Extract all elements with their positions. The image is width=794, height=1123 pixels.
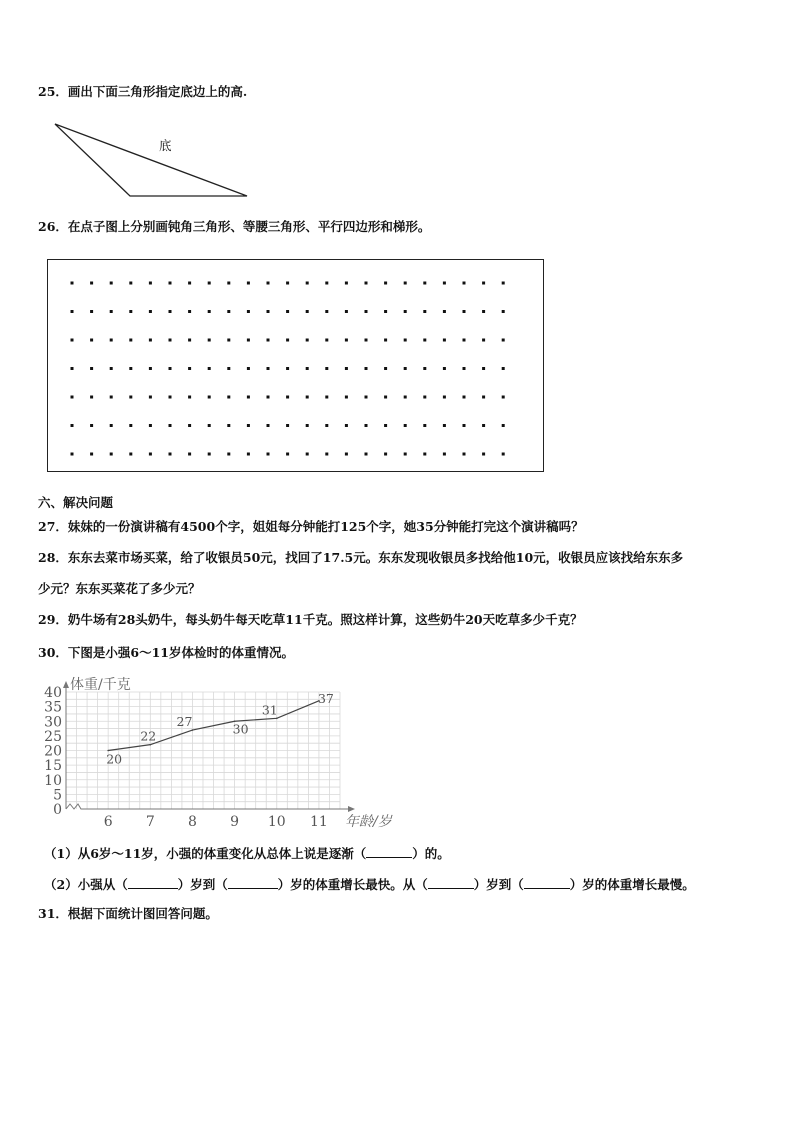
data-label: 27 [176, 714, 193, 730]
grid-dot[interactable] [110, 367, 113, 370]
grid-dot[interactable] [286, 367, 289, 370]
grid-dot[interactable] [443, 424, 446, 427]
answer-blank-5[interactable] [524, 875, 570, 889]
grid-dot[interactable] [149, 453, 152, 456]
grid-dot[interactable] [365, 339, 368, 342]
grid-dot[interactable] [286, 339, 289, 342]
question-number: 29． [38, 612, 68, 627]
data-label: 37 [317, 690, 334, 706]
y-tick-label: 20 [44, 743, 62, 760]
grid-dot[interactable] [325, 424, 328, 427]
grid-dot[interactable] [345, 453, 348, 456]
grid-dot[interactable] [404, 453, 407, 456]
grid-dot[interactable] [247, 396, 250, 399]
grid-dot[interactable] [110, 396, 113, 399]
grid-dot[interactable] [286, 282, 289, 285]
sub2-text-d: ）岁到（ [473, 877, 524, 892]
grid-dot[interactable] [247, 367, 250, 370]
y-axis-arrow [63, 681, 69, 688]
answer-blank-2[interactable] [128, 875, 178, 889]
data-label: 31 [261, 702, 278, 718]
y-tick-labels [44, 685, 62, 818]
question-31 [38, 905, 218, 923]
grid-dot[interactable] [149, 396, 152, 399]
grid-dot[interactable] [502, 424, 505, 427]
grid-dot[interactable] [463, 396, 466, 399]
grid-dot[interactable] [208, 367, 211, 370]
grid-dot[interactable] [227, 396, 230, 399]
sub1-text-b: ）的。 [412, 846, 450, 861]
grid-dot[interactable] [404, 396, 407, 399]
grid-dot[interactable] [208, 282, 211, 285]
question-text-line1: 东东去菜市场买菜，给了收银员50元，找回了17.5元。东东发现收银员多找给他10元，收银员应该找给东东多 [67, 550, 684, 565]
x-tick-label: 11 [310, 814, 328, 830]
grid-dot[interactable] [306, 310, 309, 313]
grid-dot[interactable] [423, 310, 426, 313]
grid-dot[interactable] [345, 424, 348, 427]
grid-dot[interactable] [247, 453, 250, 456]
grid-dot[interactable] [71, 396, 74, 399]
grid-dot[interactable] [306, 339, 309, 342]
grid-dot[interactable] [188, 424, 191, 427]
base-label: 底 [159, 138, 172, 153]
grid-dot[interactable] [169, 453, 172, 456]
grid-dot[interactable] [384, 367, 387, 370]
dot-grid[interactable] [47, 259, 544, 472]
grid-dot[interactable] [365, 424, 368, 427]
grid-dot[interactable] [502, 453, 505, 456]
grid-dot[interactable] [365, 310, 368, 313]
grid-dot[interactable] [208, 310, 211, 313]
grid-dot[interactable] [71, 339, 74, 342]
grid-dot[interactable] [149, 310, 152, 313]
grid-dot[interactable] [365, 282, 368, 285]
grid-dot[interactable] [443, 453, 446, 456]
grid-dot[interactable] [306, 367, 309, 370]
triangle-figure [50, 118, 255, 202]
grid-dot[interactable] [227, 424, 230, 427]
y-tick-label: 10 [44, 772, 62, 789]
grid-dot[interactable] [227, 367, 230, 370]
sub2-text-e: ）岁的体重增长最慢。 [569, 877, 695, 892]
grid-dot[interactable] [110, 282, 113, 285]
question-30-sub2 [44, 875, 695, 893]
question-text: 下图是小强6～11岁体检时的体重情况。 [67, 645, 294, 660]
grid-dot[interactable] [384, 396, 387, 399]
grid-dot[interactable] [247, 282, 250, 285]
grid-dot[interactable] [384, 339, 387, 342]
grid-dot[interactable] [188, 396, 191, 399]
data-point [276, 718, 278, 720]
y-tick-label: 25 [44, 728, 62, 745]
answer-blank-4[interactable] [428, 875, 474, 889]
grid-dot[interactable] [463, 282, 466, 285]
grid-dot[interactable] [404, 282, 407, 285]
grid-dot[interactable] [90, 424, 93, 427]
grid-dot[interactable] [247, 339, 250, 342]
question-27 [38, 518, 584, 536]
question-number: 26． [38, 219, 68, 234]
grid-dot[interactable] [345, 396, 348, 399]
grid-dot[interactable] [267, 310, 270, 313]
grid-dot[interactable] [208, 424, 211, 427]
grid-dot[interactable] [306, 282, 309, 285]
grid-dot[interactable] [169, 367, 172, 370]
question-number: 27． [38, 519, 68, 534]
grid-dot[interactable] [149, 424, 152, 427]
grid-dot[interactable] [482, 453, 485, 456]
grid-dot[interactable] [384, 424, 387, 427]
grid-dot[interactable] [482, 424, 485, 427]
x-tick-label: 10 [267, 814, 286, 830]
grid-dot[interactable] [384, 453, 387, 456]
data-label: 20 [106, 751, 123, 767]
grid-dot[interactable] [325, 310, 328, 313]
grid-dot[interactable] [463, 367, 466, 370]
question-28-cont [38, 580, 201, 598]
grid-dot[interactable] [502, 396, 505, 399]
grid-dot[interactable] [423, 453, 426, 456]
question-29 [38, 611, 583, 629]
grid-dot[interactable] [365, 396, 368, 399]
grid-dot[interactable] [345, 282, 348, 285]
question-text: 根据下面统计图回答问题。 [67, 906, 218, 921]
x-tick-label: 9 [230, 814, 240, 830]
grid-dot[interactable] [169, 424, 172, 427]
grid-dot[interactable] [443, 396, 446, 399]
question-26 [38, 218, 430, 236]
y-axis-label: 体重/千克 [70, 677, 131, 693]
grid-dot[interactable] [129, 367, 132, 370]
y-tick-label: 5 [53, 787, 62, 804]
grid-dot[interactable] [188, 310, 191, 313]
sub2-text-c: ）岁的体重增长最快。从（ [277, 877, 428, 892]
grid-dot[interactable] [71, 310, 74, 313]
grid-dot[interactable] [90, 282, 93, 285]
grid-dot[interactable] [227, 453, 230, 456]
data-point [150, 744, 152, 746]
grid-dot[interactable] [286, 310, 289, 313]
grid-dot[interactable] [482, 339, 485, 342]
grid-dot[interactable] [267, 424, 270, 427]
grid-dot[interactable] [90, 453, 93, 456]
grid-dot[interactable] [325, 339, 328, 342]
grid-dot[interactable] [306, 396, 309, 399]
grid-dot[interactable] [188, 339, 191, 342]
data-label: 30 [232, 721, 249, 737]
grid-dot[interactable] [404, 310, 407, 313]
grid-dot[interactable] [306, 453, 309, 456]
question-25 [38, 83, 247, 101]
sub2-text-b: ）岁到（ [177, 877, 228, 892]
answer-blank-3[interactable] [228, 875, 278, 889]
grid-dot[interactable] [227, 310, 230, 313]
grid-dot[interactable] [384, 310, 387, 313]
grid-dot[interactable] [404, 424, 407, 427]
triangle-shape [55, 124, 247, 196]
grid-dot[interactable] [129, 310, 132, 313]
grid-dot[interactable] [110, 310, 113, 313]
grid-dot[interactable] [482, 282, 485, 285]
sub2-text-a: （2）小强从（ [44, 877, 128, 892]
grid-dot[interactable] [502, 282, 505, 285]
grid-dot[interactable] [71, 453, 74, 456]
grid-dot[interactable] [267, 367, 270, 370]
grid-dot[interactable] [149, 339, 152, 342]
grid-dot[interactable] [90, 310, 93, 313]
grid-dot[interactable] [384, 282, 387, 285]
grid-dot[interactable] [149, 367, 152, 370]
grid-dot[interactable] [247, 310, 250, 313]
grid-dot[interactable] [423, 367, 426, 370]
grid-dot[interactable] [71, 282, 74, 285]
grid-dot[interactable] [423, 282, 426, 285]
grid-dot[interactable] [345, 310, 348, 313]
grid-dot[interactable] [129, 282, 132, 285]
question-number: 28． [38, 550, 68, 565]
grid-dot[interactable] [169, 339, 172, 342]
grid-dot[interactable] [129, 453, 132, 456]
grid-dot[interactable] [227, 282, 230, 285]
sub1-text-a: （1）从6岁～11岁，小强的体重变化从总体上说是逐渐（ [44, 846, 367, 861]
weight-line-chart [30, 672, 420, 834]
grid-dot[interactable] [345, 367, 348, 370]
section-title: 六、解决问题 [38, 495, 114, 510]
grid-dot[interactable] [208, 453, 211, 456]
grid-dot[interactable] [325, 367, 328, 370]
question-30 [38, 644, 294, 662]
grid-dot[interactable] [502, 310, 505, 313]
grid-dot[interactable] [463, 310, 466, 313]
grid-dot[interactable] [227, 339, 230, 342]
grid-dot[interactable] [247, 424, 250, 427]
grid-dot[interactable] [443, 310, 446, 313]
grid-dot[interactable] [110, 339, 113, 342]
grid-dot[interactable] [267, 339, 270, 342]
grid-dot[interactable] [90, 396, 93, 399]
x-tick-label: 7 [145, 814, 155, 830]
grid-dot[interactable] [482, 310, 485, 313]
grid-dot[interactable] [286, 396, 289, 399]
grid-dot[interactable] [404, 339, 407, 342]
grid-dot[interactable] [365, 367, 368, 370]
question-30-sub1 [44, 844, 450, 862]
grid-dot[interactable] [443, 367, 446, 370]
y-tick-label: 30 [44, 714, 62, 731]
x-tick-label: 8 [188, 814, 197, 830]
grid-dot[interactable] [267, 396, 270, 399]
grid-dot[interactable] [208, 396, 211, 399]
x-axis-label: 年龄/岁 [345, 814, 392, 830]
grid-dot[interactable] [423, 339, 426, 342]
grid-dot[interactable] [71, 424, 74, 427]
question-number: 25． [38, 84, 68, 99]
grid-dot[interactable] [325, 282, 328, 285]
grid-dot[interactable] [463, 453, 466, 456]
question-28 [38, 549, 683, 567]
question-text-line2: 少元？东东买菜花了多少元？ [38, 581, 201, 596]
grid-dot[interactable] [110, 424, 113, 427]
grid-dot[interactable] [443, 282, 446, 285]
y-tick-label: 40 [44, 685, 62, 701]
grid-dot[interactable] [90, 367, 93, 370]
grid-dot[interactable] [267, 453, 270, 456]
grid-dot[interactable] [482, 367, 485, 370]
question-number: 31． [38, 906, 68, 921]
y-tick-label: 0 [53, 802, 62, 818]
grid-dot[interactable] [208, 339, 211, 342]
question-text: 画出下面三角形指定底边上的高. [67, 84, 248, 99]
grid-dot[interactable] [325, 453, 328, 456]
grid-dot[interactable] [404, 367, 407, 370]
question-text: 在点子图上分别画钝角三角形、等腰三角形、平行四边形和梯形。 [67, 219, 431, 234]
grid-dot[interactable] [463, 424, 466, 427]
grid-dot[interactable] [443, 339, 446, 342]
x-tick-label: 6 [103, 814, 113, 830]
grid-dot[interactable] [90, 339, 93, 342]
grid-dot[interactable] [306, 424, 309, 427]
grid-dot[interactable] [169, 310, 172, 313]
grid-dot[interactable] [267, 282, 270, 285]
grid-dot[interactable] [188, 282, 191, 285]
data-label: 22 [140, 728, 157, 744]
grid-dot[interactable] [129, 396, 132, 399]
y-tick-label: 35 [44, 699, 62, 716]
grid-dot[interactable] [169, 282, 172, 285]
grid-dot[interactable] [129, 424, 132, 427]
grid-dot[interactable] [423, 396, 426, 399]
grid-dot[interactable] [71, 367, 74, 370]
grid-dot[interactable] [169, 396, 172, 399]
grid-dot[interactable] [286, 424, 289, 427]
x-axis-arrow [348, 806, 355, 812]
x-tick-labels [104, 814, 328, 830]
y-tick-label: 15 [44, 758, 62, 775]
question-text: 奶牛场有28头奶牛，每头奶牛每天吃草11千克。照这样计算，这些奶牛20天吃草多少千克？ [67, 612, 583, 627]
chart-axes [63, 681, 355, 812]
grid-dot[interactable] [149, 282, 152, 285]
grid-dot[interactable] [188, 367, 191, 370]
grid-dot[interactable] [502, 367, 505, 370]
grid-dot[interactable] [110, 453, 113, 456]
grid-dot[interactable] [188, 453, 191, 456]
data-point [192, 729, 194, 731]
grid-dot[interactable] [423, 424, 426, 427]
grid-dot[interactable] [325, 396, 328, 399]
grid-dot[interactable] [286, 453, 289, 456]
grid-dot[interactable] [482, 396, 485, 399]
question-number: 30． [38, 645, 68, 660]
grid-dot[interactable] [345, 339, 348, 342]
grid-dot[interactable] [502, 339, 505, 342]
grid-dot[interactable] [129, 339, 132, 342]
question-text: 妹妹的一份演讲稿有4500个字，姐姐每分钟能打125个字，她35分钟能打完这个演讲稿吗？ [67, 519, 584, 534]
answer-blank-1[interactable] [366, 844, 412, 858]
grid-dot[interactable] [365, 453, 368, 456]
grid-dot[interactable] [463, 339, 466, 342]
